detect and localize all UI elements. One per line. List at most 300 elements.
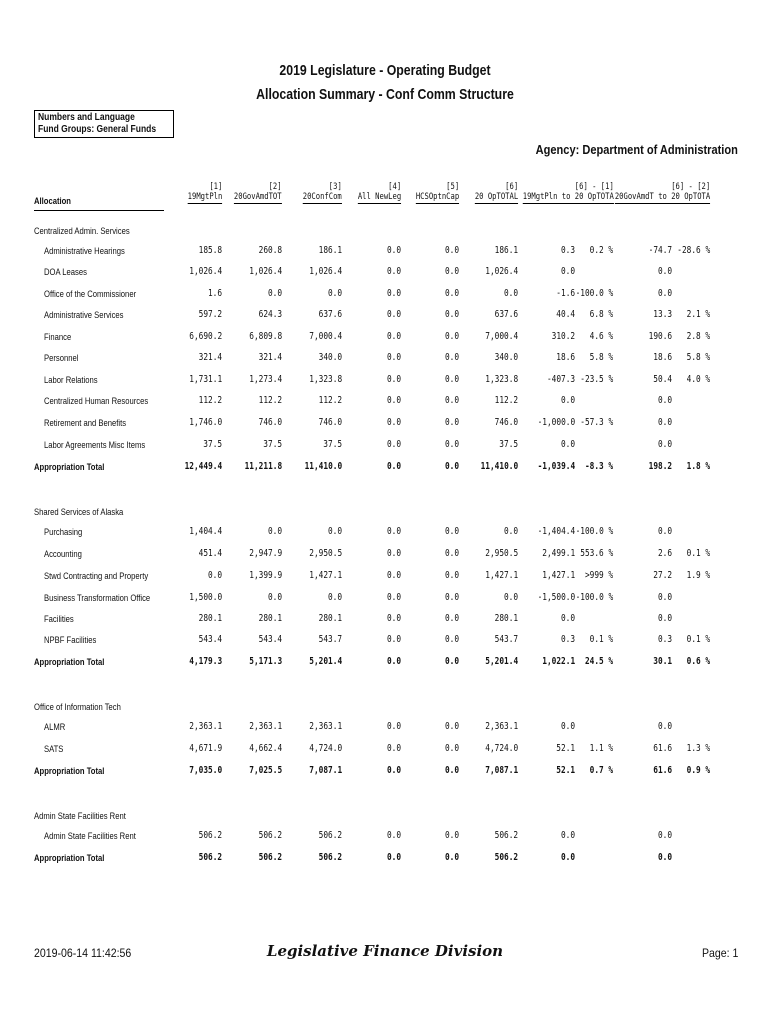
cell-col-4: 0.0 [386, 743, 401, 754]
footer-division: Legislative Finance Division [266, 942, 504, 960]
cell-col-7: -1,000.0 [537, 417, 575, 428]
cell-col-5: 0.0 [444, 395, 459, 406]
col-header-3 [303, 182, 342, 204]
cell-col-5: 0.0 [444, 331, 459, 342]
cell-col-8: -100.0 % [575, 526, 613, 537]
cell-col-2: 2,947.9 [249, 548, 282, 559]
cell-col-7: 0.0 [560, 721, 575, 732]
cell-col-7: 1,427.1 [542, 570, 575, 581]
cell-col-2: 112.2 [258, 395, 282, 406]
allocation-row [0, 569, 770, 583]
cell-col-3: 4,724.0 [309, 743, 342, 754]
cell-col-7: -407.3 [546, 374, 575, 385]
cell-col-3: 112.2 [318, 395, 342, 406]
filter-fund-groups: Fund Groups: General Funds [38, 124, 157, 135]
cell-col-2: 4,662.4 [249, 743, 282, 754]
cell-col-3: 506.2 [318, 830, 342, 841]
cell-col-6: 1,026.4 [485, 266, 518, 277]
cell-col-9: 0.0 [657, 613, 672, 624]
row-label: Labor Agreements Misc Items [44, 440, 146, 450]
cell-col-3: 0.0 [327, 592, 342, 603]
row-label: Admin State Facilities Rent [44, 831, 136, 841]
col-header-1 [187, 182, 222, 204]
cell-col-5: 0.0 [444, 309, 459, 320]
cell-col-9: 18.6 [653, 352, 672, 363]
cell-col-1: 1,731.1 [189, 374, 222, 385]
allocation-row [0, 416, 770, 430]
col-header-2 [234, 182, 282, 204]
cell-col-2: 321.4 [258, 352, 282, 363]
cell-col-9: 13.3 [653, 309, 672, 320]
allocation-header-rule [34, 210, 164, 211]
cell-col-10: 5.8 % [686, 352, 710, 363]
cell-col-10: 1.9 % [686, 570, 710, 581]
cell-col-8: -100.0 % [575, 592, 613, 603]
cell-col-8: -8.3 % [584, 461, 613, 472]
allocation-row [0, 720, 770, 734]
cell-col-5: 0.0 [444, 852, 459, 863]
cell-col-8: 1.1 % [589, 743, 613, 754]
cell-col-2: 543.4 [258, 634, 282, 645]
cell-col-2: 0.0 [267, 288, 282, 299]
cell-col-6: 0.0 [503, 592, 518, 603]
cell-col-7: 2,499.1 [542, 548, 575, 559]
row-label: Retirement and Benefits [44, 418, 127, 428]
cell-col-3: 280.1 [318, 613, 342, 624]
appropriation-total-row [0, 460, 770, 474]
cell-col-6: 543.7 [494, 634, 518, 645]
allocation-row [0, 438, 770, 452]
cell-col-2: 2,363.1 [249, 721, 282, 732]
cell-col-5: 0.0 [444, 245, 459, 256]
cell-col-3: 2,950.5 [309, 548, 342, 559]
cell-col-9: 0.0 [657, 852, 672, 863]
cell-col-1: 7,035.0 [189, 765, 222, 776]
cell-col-1: 112.2 [198, 395, 222, 406]
cell-col-2: 280.1 [258, 613, 282, 624]
cell-col-2: 260.8 [258, 245, 282, 256]
cell-col-4: 0.0 [386, 461, 401, 472]
cell-col-5: 0.0 [444, 417, 459, 428]
cell-col-1: 321.4 [198, 352, 222, 363]
cell-col-7: -1,404.4 [537, 526, 575, 537]
col-header-5 [416, 182, 459, 204]
cell-col-9: 0.0 [657, 395, 672, 406]
cell-col-6: 11,410.0 [480, 461, 518, 472]
cell-col-4: 0.0 [386, 721, 401, 732]
cell-col-7: -1.6 [556, 288, 575, 299]
allocation-row [0, 742, 770, 756]
col-header-7 [523, 182, 614, 204]
col-name-4: All NewLeg [357, 192, 401, 202]
cell-col-1: 597.2 [198, 309, 222, 320]
col-num-5: [5] [445, 182, 459, 192]
cell-col-7: 0.3 [560, 245, 575, 256]
cell-col-6: 112.2 [494, 395, 518, 406]
cell-col-9: 2.6 [657, 548, 672, 559]
allocation-row [0, 351, 770, 365]
col-num-1: [1] [208, 182, 222, 192]
cell-col-6: 0.0 [503, 526, 518, 537]
cell-col-4: 0.0 [386, 374, 401, 385]
appropriation-total-row [0, 851, 770, 865]
cell-col-2: 37.5 [263, 439, 282, 450]
row-label: SATS [44, 744, 64, 754]
appropriation-total-row [0, 655, 770, 669]
cell-col-8: 6.8 % [589, 309, 613, 320]
cell-col-8: 24.5 % [584, 656, 613, 667]
cell-col-2: 506.2 [258, 852, 282, 863]
cell-col-10: 2.1 % [686, 309, 710, 320]
cell-col-1: 1,746.0 [189, 417, 222, 428]
cell-col-1: 1,026.4 [189, 266, 222, 277]
cell-col-6: 506.2 [494, 830, 518, 841]
cell-col-3: 11,410.0 [304, 461, 342, 472]
cell-col-1: 4,671.9 [189, 743, 222, 754]
allocation-row [0, 547, 770, 561]
section-label: Office of Information Tech [34, 702, 121, 712]
cell-col-1: 1,404.4 [189, 526, 222, 537]
section-label: Centralized Admin. Services [34, 226, 130, 236]
section-header-row [0, 224, 770, 238]
cell-col-9: 30.1 [653, 656, 672, 667]
cell-col-7: 0.0 [560, 266, 575, 277]
cell-col-6: 506.2 [494, 852, 518, 863]
cell-col-1: 506.2 [198, 830, 222, 841]
cell-col-5: 0.0 [444, 656, 459, 667]
cell-col-6: 2,950.5 [485, 548, 518, 559]
cell-col-6: 2,363.1 [485, 721, 518, 732]
cell-col-10: 0.9 % [686, 765, 710, 776]
cell-col-4: 0.0 [386, 634, 401, 645]
cell-col-9: 198.2 [648, 461, 672, 472]
row-label: Business Transformation Office [44, 593, 151, 603]
cell-col-1: 4,179.3 [189, 656, 222, 667]
cell-col-2: 624.3 [258, 309, 282, 320]
cell-col-7: 0.0 [560, 395, 575, 406]
cell-col-4: 0.0 [386, 548, 401, 559]
cell-col-4: 0.0 [386, 352, 401, 363]
agency-label: Agency: Department of Administration [535, 142, 738, 157]
cell-col-4: 0.0 [386, 526, 401, 537]
cell-col-6: 746.0 [494, 417, 518, 428]
cell-col-10: 1.3 % [686, 743, 710, 754]
cell-col-5: 0.0 [444, 592, 459, 603]
cell-col-9: 0.0 [657, 592, 672, 603]
cell-col-7: -1,039.4 [537, 461, 575, 472]
cell-col-9: 0.0 [657, 417, 672, 428]
cell-col-7: 0.3 [560, 634, 575, 645]
row-label: Finance [44, 332, 72, 342]
section-label: Shared Services of Alaska [34, 507, 124, 517]
allocation-row [0, 287, 770, 301]
col-num-8: [6] - [2] [670, 182, 710, 192]
cell-col-9: -74.7 [648, 245, 672, 256]
cell-col-2: 5,171.3 [249, 656, 282, 667]
cell-col-4: 0.0 [386, 245, 401, 256]
cell-col-9: 27.2 [653, 570, 672, 581]
cell-col-8: 4.6 % [589, 331, 613, 342]
cell-col-5: 0.0 [444, 526, 459, 537]
cell-col-4: 0.0 [386, 570, 401, 581]
cell-col-4: 0.0 [386, 309, 401, 320]
cell-col-10: 2.8 % [686, 331, 710, 342]
row-label: Appropriation Total [34, 657, 105, 667]
cell-col-1: 185.8 [198, 245, 222, 256]
cell-col-10: 0.6 % [686, 656, 710, 667]
cell-col-6: 1,427.1 [485, 570, 518, 581]
cell-col-5: 0.0 [444, 548, 459, 559]
cell-col-2: 6,809.8 [249, 331, 282, 342]
cell-col-8: -23.5 % [580, 374, 613, 385]
allocation-row [0, 244, 770, 258]
cell-col-7: 0.0 [560, 852, 575, 863]
cell-col-5: 0.0 [444, 721, 459, 732]
allocation-header: Allocation [34, 196, 71, 206]
cell-col-6: 340.0 [494, 352, 518, 363]
cell-col-2: 7,025.5 [249, 765, 282, 776]
cell-col-7: 310.2 [551, 331, 575, 342]
row-label: Labor Relations [44, 375, 98, 385]
cell-col-1: 12,449.4 [184, 461, 222, 472]
row-label: Office of the Commissioner [44, 289, 137, 299]
cell-col-6: 5,201.4 [485, 656, 518, 667]
cell-col-8: 0.7 % [589, 765, 613, 776]
cell-col-6: 7,087.1 [485, 765, 518, 776]
cell-col-9: 0.0 [657, 830, 672, 841]
cell-col-5: 0.0 [444, 461, 459, 472]
cell-col-3: 1,026.4 [309, 266, 342, 277]
cell-col-1: 1.6 [207, 288, 222, 299]
row-label: Personnel [44, 353, 79, 363]
appropriation-total-row [0, 764, 770, 778]
allocation-row [0, 373, 770, 387]
row-label: Accounting [44, 549, 82, 559]
cell-col-3: 1,323.8 [309, 374, 342, 385]
cell-col-7: 0.0 [560, 439, 575, 450]
col-name-7: 19MgtPln to 20 OpTOTA [522, 192, 614, 202]
cell-col-9: 50.4 [653, 374, 672, 385]
cell-col-3: 7,087.1 [309, 765, 342, 776]
cell-col-5: 0.0 [444, 570, 459, 581]
cell-col-3: 746.0 [318, 417, 342, 428]
filter-numbers-language: Numbers and Language [38, 112, 135, 123]
cell-col-8: -57.3 % [580, 417, 613, 428]
cell-col-4: 0.0 [386, 765, 401, 776]
cell-col-8: 0.2 % [589, 245, 613, 256]
row-label: Purchasing [44, 527, 83, 537]
cell-col-1: 543.4 [198, 634, 222, 645]
cell-col-3: 2,363.1 [309, 721, 342, 732]
cell-col-3: 0.0 [327, 526, 342, 537]
section-header-row [0, 700, 770, 714]
cell-col-9: 61.6 [653, 765, 672, 776]
row-label: Appropriation Total [34, 462, 105, 472]
row-label: Facilities [44, 614, 74, 624]
cell-col-6: 186.1 [494, 245, 518, 256]
cell-col-9: 0.0 [657, 721, 672, 732]
row-label: Administrative Hearings [44, 246, 125, 256]
cell-col-6: 37.5 [499, 439, 518, 450]
cell-col-10: 1.8 % [686, 461, 710, 472]
footer-timestamp: 2019-06-14 11:42:56 [34, 946, 132, 960]
cell-col-4: 0.0 [386, 439, 401, 450]
cell-col-9: 61.6 [653, 743, 672, 754]
cell-col-3: 1,427.1 [309, 570, 342, 581]
allocation-row [0, 829, 770, 843]
cell-col-4: 0.0 [386, 852, 401, 863]
report-title: 2019 Legislature - Operating Budget [279, 62, 491, 79]
allocation-row [0, 308, 770, 322]
section-header-row [0, 505, 770, 519]
cell-col-4: 0.0 [386, 830, 401, 841]
cell-col-8: 553.6 % [580, 548, 613, 559]
cell-col-6: 637.6 [494, 309, 518, 320]
cell-col-10: 0.1 % [686, 548, 710, 559]
cell-col-2: 1,026.4 [249, 266, 282, 277]
cell-col-9: 0.0 [657, 526, 672, 537]
cell-col-8: 5.8 % [589, 352, 613, 363]
cell-col-4: 0.0 [386, 592, 401, 603]
row-label: NPBF Facilities [44, 635, 97, 645]
col-name-8: 20GovAmdT to 20 OpTOTA [614, 192, 710, 202]
cell-col-3: 186.1 [318, 245, 342, 256]
cell-col-3: 637.6 [318, 309, 342, 320]
cell-col-6: 7,000.4 [485, 331, 518, 342]
cell-col-5: 0.0 [444, 266, 459, 277]
cell-col-4: 0.0 [386, 417, 401, 428]
col-name-2: 20GovAmdTOT [234, 192, 282, 202]
cell-col-6: 1,323.8 [485, 374, 518, 385]
col-num-4: [4] [387, 182, 401, 192]
allocation-row [0, 330, 770, 344]
cell-col-9: 0.0 [657, 439, 672, 450]
allocation-row [0, 633, 770, 647]
cell-col-10: 0.1 % [686, 634, 710, 645]
allocation-row [0, 525, 770, 539]
cell-col-8: 0.1 % [589, 634, 613, 645]
col-num-3: [3] [328, 182, 342, 192]
allocation-row [0, 612, 770, 626]
cell-col-7: 40.4 [556, 309, 575, 320]
allocation-row [0, 265, 770, 279]
cell-col-3: 0.0 [327, 288, 342, 299]
cell-col-7: 52.1 [556, 743, 575, 754]
report-subtitle: Allocation Summary - Conf Comm Structure [256, 86, 514, 103]
cell-col-5: 0.0 [444, 288, 459, 299]
cell-col-7: -1,500.0 [537, 592, 575, 603]
cell-col-8: -100.0 % [575, 288, 613, 299]
cell-col-4: 0.0 [386, 331, 401, 342]
cell-col-3: 506.2 [318, 852, 342, 863]
cell-col-4: 0.0 [386, 613, 401, 624]
cell-col-1: 506.2 [198, 852, 222, 863]
row-label: Stwd Contracting and Property [44, 571, 149, 581]
cell-col-4: 0.0 [386, 395, 401, 406]
cell-col-5: 0.0 [444, 765, 459, 776]
cell-col-3: 543.7 [318, 634, 342, 645]
cell-col-2: 0.0 [267, 592, 282, 603]
col-header-8 [615, 182, 710, 204]
col-header-6 [475, 182, 518, 204]
cell-col-10: 4.0 % [686, 374, 710, 385]
row-label: DOA Leases [44, 267, 87, 277]
cell-col-9: 0.0 [657, 288, 672, 299]
cell-col-10: -28.6 % [677, 245, 710, 256]
cell-col-2: 1,273.4 [249, 374, 282, 385]
cell-col-2: 11,211.8 [244, 461, 282, 472]
cell-col-5: 0.0 [444, 613, 459, 624]
cell-col-5: 0.0 [444, 374, 459, 385]
allocation-row [0, 591, 770, 605]
col-name-3: 20ConfCom [302, 192, 342, 202]
cell-col-8: >999 % [584, 570, 613, 581]
cell-col-1: 0.0 [207, 570, 222, 581]
cell-col-2: 0.0 [267, 526, 282, 537]
cell-col-2: 746.0 [258, 417, 282, 428]
col-name-1: 19MgtPln [187, 192, 222, 202]
col-name-6: 20 OpTOTAL [474, 192, 518, 202]
cell-col-3: 7,000.4 [309, 331, 342, 342]
col-num-7: [6] - [1] [574, 182, 614, 192]
cell-col-9: 0.0 [657, 266, 672, 277]
cell-col-1: 280.1 [198, 613, 222, 624]
cell-col-1: 2,363.1 [189, 721, 222, 732]
allocation-row [0, 394, 770, 408]
col-name-5: HCSOptnCap [415, 192, 459, 202]
cell-col-6: 0.0 [503, 288, 518, 299]
cell-col-5: 0.0 [444, 830, 459, 841]
cell-col-5: 0.0 [444, 352, 459, 363]
cell-col-5: 0.0 [444, 634, 459, 645]
cell-col-5: 0.0 [444, 439, 459, 450]
col-header-4 [358, 182, 401, 204]
cell-col-7: 0.0 [560, 830, 575, 841]
cell-col-7: 52.1 [556, 765, 575, 776]
cell-col-3: 5,201.4 [309, 656, 342, 667]
footer-page-number: Page: 1 [701, 946, 738, 960]
cell-col-6: 280.1 [494, 613, 518, 624]
row-label: Appropriation Total [34, 766, 105, 776]
cell-col-9: 190.6 [648, 331, 672, 342]
cell-col-2: 506.2 [258, 830, 282, 841]
cell-col-1: 37.5 [203, 439, 222, 450]
filter-box [34, 110, 174, 138]
row-label: ALMR [44, 722, 66, 732]
cell-col-4: 0.0 [386, 288, 401, 299]
cell-col-5: 0.0 [444, 743, 459, 754]
cell-col-1: 6,690.2 [189, 331, 222, 342]
cell-col-3: 340.0 [318, 352, 342, 363]
row-label: Centralized Human Resources [44, 396, 149, 406]
row-label: Administrative Services [44, 310, 124, 320]
col-num-2: [2] [268, 182, 282, 192]
section-header-row [0, 809, 770, 823]
cell-col-7: 0.0 [560, 613, 575, 624]
cell-col-2: 1,399.9 [249, 570, 282, 581]
section-label: Admin State Facilities Rent [34, 811, 126, 821]
row-label: Appropriation Total [34, 853, 105, 863]
cell-col-1: 451.4 [198, 548, 222, 559]
col-num-6: [6] [504, 182, 518, 192]
cell-col-4: 0.0 [386, 656, 401, 667]
cell-col-9: 0.3 [657, 634, 672, 645]
cell-col-4: 0.0 [386, 266, 401, 277]
cell-col-1: 1,500.0 [189, 592, 222, 603]
cell-col-3: 37.5 [323, 439, 342, 450]
cell-col-7: 18.6 [556, 352, 575, 363]
cell-col-6: 4,724.0 [485, 743, 518, 754]
